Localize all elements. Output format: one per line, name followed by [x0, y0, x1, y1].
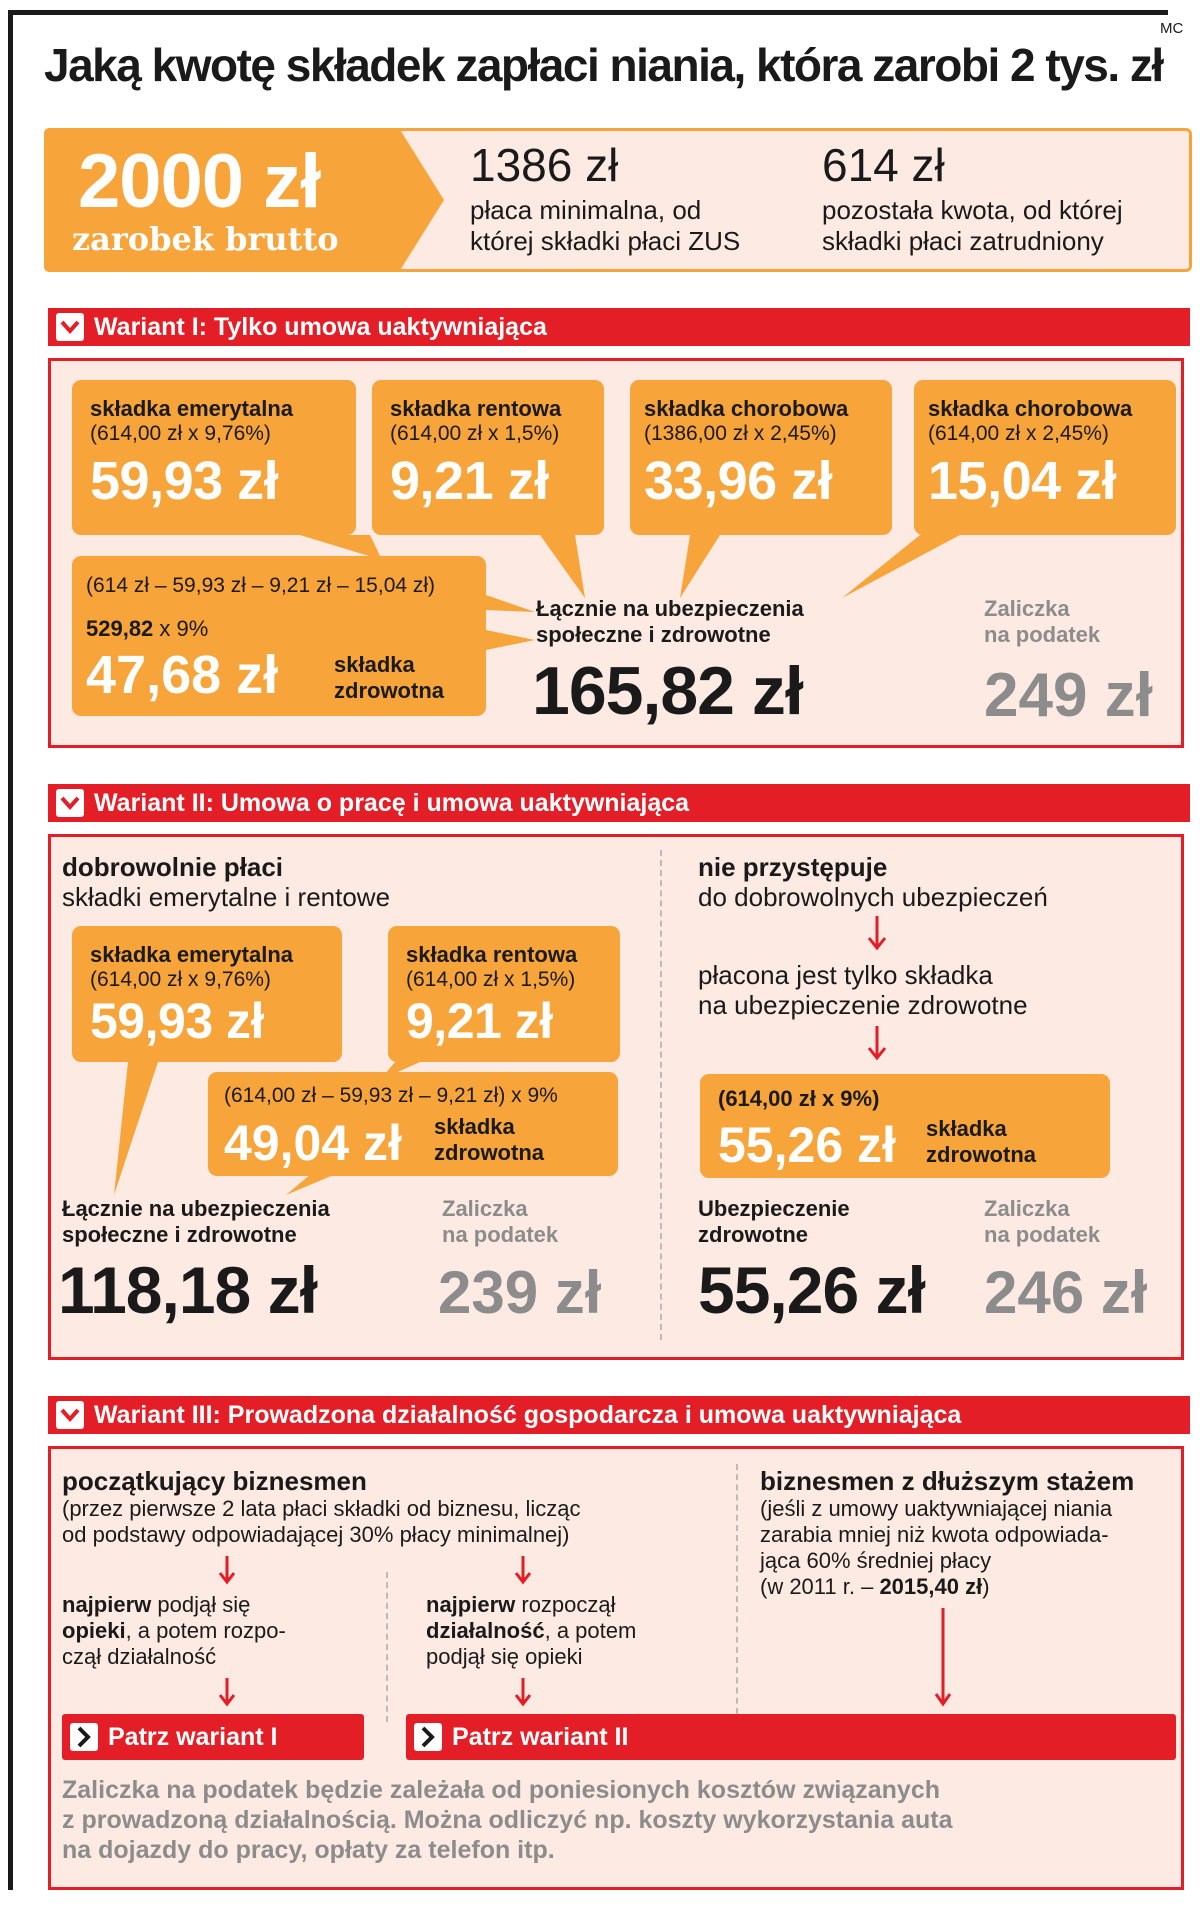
v3-senior-desc2: zarabia mniej niż kwota odpowiada-: [760, 1522, 1109, 1547]
v1-health-base: 529,82 x 9%: [86, 616, 209, 641]
down-arrow-icon: [866, 1026, 888, 1062]
down-arrow-icon: [216, 1556, 238, 1586]
v3-senior-desc3: jąca 60% średniej płacy: [760, 1548, 992, 1573]
remaining-line1: pozostała kwota, od której: [822, 195, 1123, 225]
v2-right-health-label1: składka: [926, 1116, 1007, 1141]
v2-right-heading: nie przystępuje: [698, 852, 888, 882]
v3-caseB-line1: najpierw rozpoczął: [426, 1592, 616, 1617]
v2-left-total-label2: społeczne i zdrowotne: [62, 1222, 297, 1247]
v2-left-health-label1: składka: [434, 1114, 515, 1139]
v2-bubble-emerytalna: składka emerytalna (614,00 zł x 9,76%) 59,93 zł: [72, 926, 342, 1062]
chevron-down-icon: [56, 1401, 84, 1429]
v3-senior-desc1: (jeśli z umowy uaktywniającej niania: [760, 1496, 1113, 1521]
v2-left-tax-value: 239 zł: [438, 1259, 602, 1326]
v1-health-label1: składka: [334, 652, 415, 677]
v2-left-total-value: 118,18 zł: [58, 1253, 317, 1327]
v2-right-total-label1: Ubezpieczenie: [698, 1196, 850, 1221]
v2-divider: [660, 850, 662, 1340]
v2-right-mid-line2: na ubezpieczenie zdrowotne: [698, 990, 1028, 1020]
v3-caseA-line2: opieki, a potem rozpo-: [62, 1618, 286, 1643]
v2-left-health-label2: zdrowotna: [434, 1140, 544, 1165]
chevron-right-icon: [70, 1723, 98, 1751]
v2-right-health-value: 55,26 zł: [718, 1117, 896, 1173]
v3-beginner-heading: początkujący biznesmen: [62, 1466, 367, 1496]
remaining-line2: składki płaci zatrudniony: [822, 226, 1104, 256]
v2-right-mid-line1: płacona jest tylko składka: [698, 960, 993, 990]
variant1-title: Wariant I: Tylko umowa uaktywniająca: [94, 313, 547, 341]
see-variant-2-link[interactable]: Patrz wariant II: [406, 1714, 1176, 1760]
v3-caseB-line2: działalność, a potem: [426, 1618, 637, 1643]
down-arrow-icon: [512, 1556, 534, 1586]
v1-bubble-chorobowa-1: składka chorobowa (1386,00 zł x 2,45%) 33,96 zł: [630, 380, 892, 535]
variant3-header: [48, 1396, 1190, 1434]
v1-tax-label1: Zaliczka: [984, 596, 1070, 621]
v1-tax-value: 249 zł: [984, 661, 1153, 730]
v3-note-line1: Zaliczka na podatek będzie zależała od poniesionych kosztów związanych: [62, 1776, 941, 1804]
v2-left-total-label1: Łącznie na ubezpieczenia: [62, 1196, 330, 1221]
down-arrow-icon: [512, 1678, 534, 1708]
v2-right-bubble-zdrowotna: [700, 1074, 1110, 1178]
v2-right-health-label2: zdrowotna: [926, 1142, 1036, 1167]
v3-divider-2: [736, 1464, 738, 1724]
corner-mark: MC: [1160, 20, 1184, 37]
v1-bubble-chorobowa-2: składka chorobowa (614,00 zł x 2,45%) 15,04 zł: [914, 380, 1176, 535]
v1-total-label1: Łącznie na ubezpieczenia: [536, 596, 804, 621]
v3-senior-heading: biznesmen z dłuższym stażem: [760, 1466, 1135, 1496]
v2-right-total-label2: zdrowotne: [698, 1222, 808, 1247]
v2-right-tax-label2: na podatek: [984, 1222, 1101, 1247]
v1-health-value: 47,68 zł: [86, 645, 279, 705]
v1-bubble-rentowa: składka rentowa (614,00 zł x 1,5%) 9,21 zł: [372, 380, 604, 535]
v2-right-tax-value: 246 zł: [984, 1259, 1148, 1326]
v2-left-health-formula: (614,00 zł – 59,93 zł – 9,21 zł) x 9%: [224, 1084, 558, 1107]
min-wage-line2: której składki płaci ZUS: [470, 226, 741, 256]
v3-beginner-desc2: od podstawy odpowiadającej 30% płacy minimalnej): [62, 1522, 570, 1547]
v1-total-label2: społeczne i zdrowotne: [536, 622, 771, 647]
gross-label: zarobek brutto: [72, 220, 339, 258]
variant2-title: Wariant II: Umowa o pracę i umowa uaktywniająca: [94, 789, 690, 817]
v1-bubble-emerytalna: składka emerytalna (614,00 zł x 9,76%) 59,93 zł: [72, 380, 356, 535]
v3-caseA-line1: najpierw podjął się: [62, 1592, 251, 1617]
down-arrow-icon: [932, 1608, 954, 1708]
v3-senior-desc4: (w 2011 r. – 2015,40 zł): [760, 1574, 990, 1599]
v2-bubble-rentowa: składka rentowa (614,00 zł x 1,5%) 9,21 zł: [388, 926, 620, 1062]
v2-bubble-zdrowotna: [208, 1072, 618, 1176]
v1-health-formula: (614 zł – 59,93 zł – 9,21 zł – 15,04 zł): [86, 574, 436, 597]
v2-right-total-value: 55,26 zł: [698, 1253, 925, 1327]
v2-left-tax-label2: na podatek: [442, 1222, 559, 1247]
v3-note-line3: na dojazdy do pracy, opłaty za telefon itp.: [62, 1836, 555, 1864]
v2-right-health-formula: (614,00 zł x 9%): [718, 1086, 880, 1111]
v2-left-health-value: 49,04 zł: [224, 1115, 402, 1171]
v3-caseB-line3: podjął się opieki: [426, 1644, 583, 1669]
down-arrow-icon: [216, 1678, 238, 1708]
v2-right-tax-label1: Zaliczka: [984, 1196, 1070, 1221]
remaining-value: 614 zł: [822, 139, 945, 191]
v2-left-tax-label1: Zaliczka: [442, 1196, 528, 1221]
page-title: Jaką kwotę składek zapłaci niania, która zarobi 2 tys. zł: [44, 39, 1163, 91]
see-variant-1-link[interactable]: Patrz wariant I: [62, 1714, 364, 1760]
min-wage-value: 1386 zł: [470, 139, 619, 191]
variant3-title: Wariant III: Prowadzona działalność gospodarcza i umowa uaktywniająca: [94, 1401, 962, 1429]
v3-divider-1: [386, 1572, 388, 1722]
v2-left-subheading: składki emerytalne i rentowe: [62, 882, 391, 912]
v3-caseA-line3: czął działalność: [62, 1644, 217, 1669]
v3-note-line2: z prowadzoną działalnością. Można odliczyć np. koszty wykorzystania auta: [62, 1806, 953, 1834]
chevron-right-icon: [414, 1723, 442, 1751]
down-arrow-icon: [866, 916, 888, 952]
min-wage-line1: płaca minimalna, od: [470, 195, 702, 225]
v1-health-label2: zdrowotna: [334, 678, 444, 703]
v1-tax-label2: na podatek: [984, 622, 1101, 647]
v2-left-heading: dobrowolnie płaci: [62, 852, 284, 882]
v1-total-value: 165,82 zł: [532, 653, 803, 729]
gross-value: 2000 zł: [78, 139, 321, 224]
v3-beginner-desc1: (przez pierwsze 2 lata płaci składki od biznesu, licząc: [62, 1496, 581, 1521]
v2-right-subheading: do dobrowolnych ubezpieczeń: [698, 882, 1048, 912]
